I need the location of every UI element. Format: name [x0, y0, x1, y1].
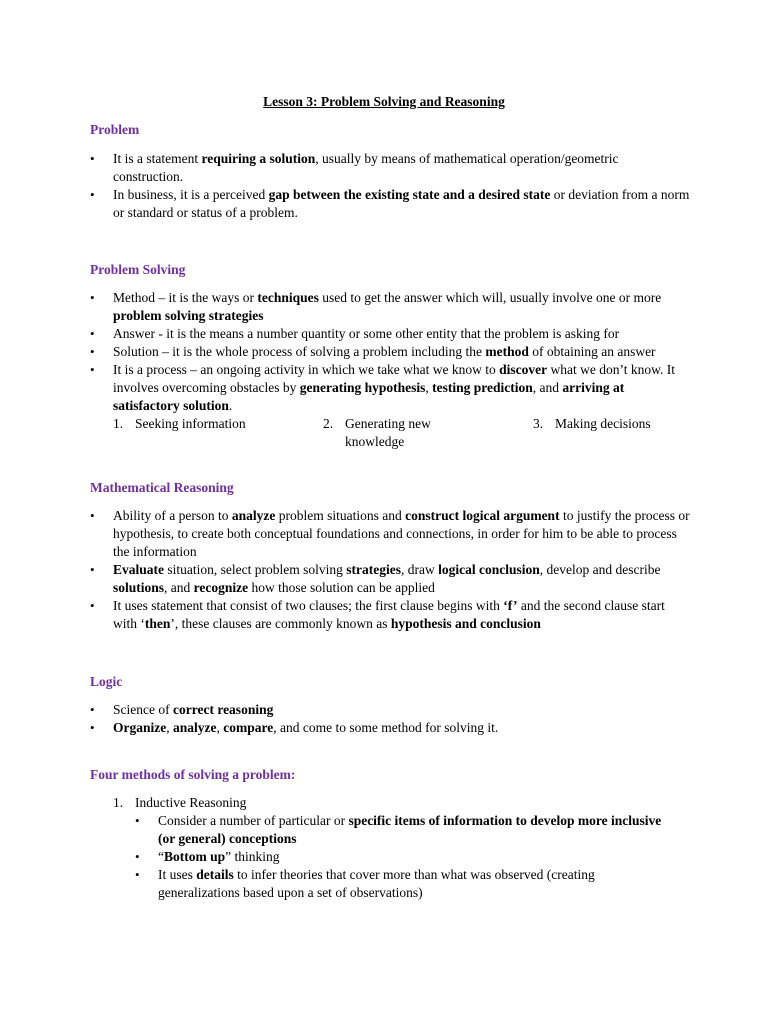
list-item: • It is a statement requiring a solution, usually by means of mathematical operation/geometric construction. — [90, 150, 690, 186]
logic-list — [90, 701, 690, 737]
list-item: • Ability of a person to analyze problem situations and construct logical argument to justify the process or hypothesis, to create both conceptual foundations and connections, in order for him to be able to process the information — [90, 507, 690, 561]
list-item: • Solution – it is the whole process of solving a problem including the method of obtaining an answer — [90, 343, 690, 361]
step-item: 3. Making decisions — [533, 416, 651, 431]
list-item: • It is a process – an ongoing activity in which we take what we know to discover what we don’t know. It involves overcoming obstacles by generating hypothesis, testing prediction, and arriving at satisfactory solution. 1. Seeking information 2. Generating new knowledge 3. Making decisions — [90, 361, 690, 451]
list-item: • Organize, analyze, compare, and come to some method for solving it. — [90, 719, 690, 737]
heading-logic: Logic — [90, 674, 123, 689]
list-item: • It uses statement that consist of two clauses; the first clause begins with ‘f’ and the second clause start with ‘then’, these clauses are commonly known as hypothesis and conclusion — [90, 597, 690, 633]
list-item: • In business, it is a perceived gap between the existing state and a desired state or deviation from a norm or standard or status of a problem. — [90, 186, 690, 222]
heading-problem: Problem — [90, 122, 140, 137]
list-item: • Method – it is the ways or techniques used to get the answer which will, usually involve one or more problem solving strategies — [90, 289, 690, 325]
problem-list — [90, 150, 690, 222]
process-steps — [113, 415, 690, 451]
heading-four-methods: Four methods of solving a problem: — [90, 767, 296, 782]
page-title: Lesson 3: Problem Solving and Reasoning — [263, 94, 505, 109]
heading-mathematical-reasoning: Mathematical Reasoning — [90, 480, 234, 495]
list-item: • “Bottom up” thinking — [135, 848, 673, 866]
list-item: • Consider a number of particular or specific items of information to develop more inclusive (or general) conceptions — [135, 812, 673, 848]
list-item: • Science of correct reasoning — [90, 701, 690, 719]
step-item: 2. Generating new knowledge — [323, 416, 431, 449]
list-item — [113, 794, 673, 902]
problem-solving-list — [90, 289, 690, 451]
list-item: • Answer - it is the means a number quantity or some other entity that the problem is asking for — [90, 325, 690, 343]
methods-list — [113, 794, 673, 902]
list-item: • It uses details to infer theories that cover more than what was observed (creating generalizations based upon a set of observations) — [135, 866, 673, 902]
math-reasoning-list — [90, 507, 690, 633]
method-sublist — [113, 812, 673, 902]
step-item: 1. Seeking information — [113, 416, 246, 431]
list-item: • Evaluate situation, select problem solving strategies, draw logical conclusion, develop and describe solutions, and recognize how those solution can be applied — [90, 561, 690, 597]
method-title: 1. Inductive Reasoning — [113, 795, 247, 810]
heading-problem-solving: Problem Solving — [90, 262, 186, 277]
